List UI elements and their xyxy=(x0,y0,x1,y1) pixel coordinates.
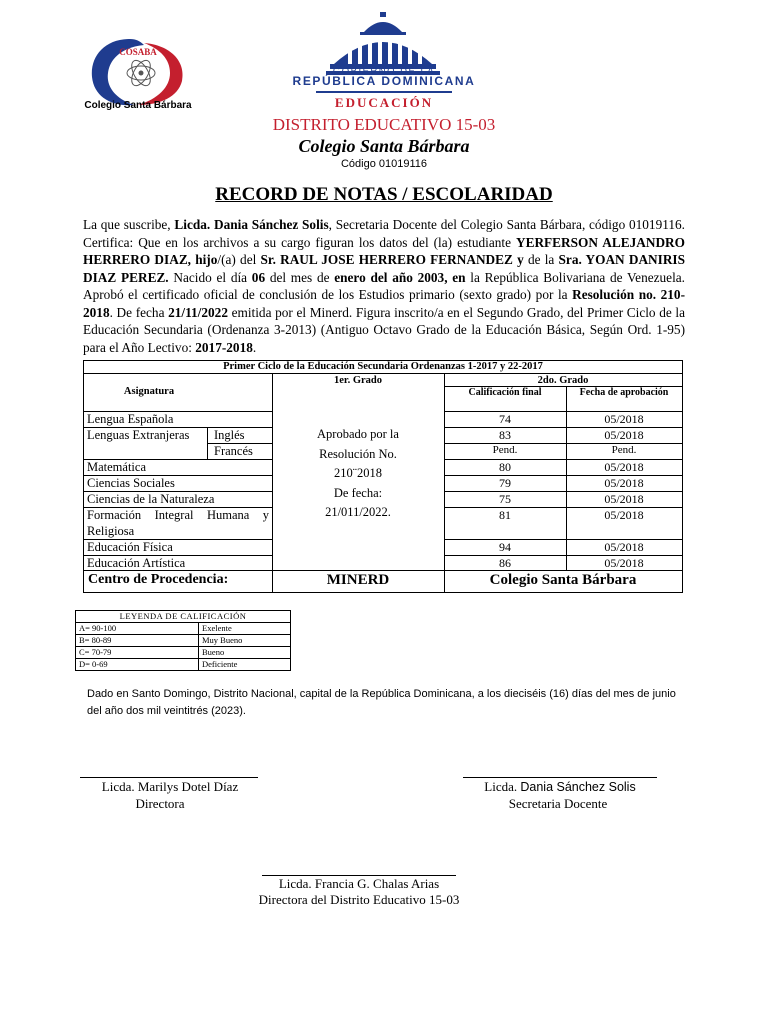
grade-cell: 86 xyxy=(499,556,511,570)
school-code: Código 01019116 xyxy=(340,158,428,170)
subject-cell: Educación Artística xyxy=(87,556,186,570)
table-rule xyxy=(207,427,208,459)
table-rule xyxy=(84,373,682,374)
legend-title: LEYENDA DE CALIFICACIÓN xyxy=(119,611,247,621)
district-director-title: Directora del Distrito Educativo 15-03 xyxy=(258,892,460,907)
legend-range: D= 0-69 xyxy=(79,659,108,669)
note-line: Aprobado por la xyxy=(317,427,399,441)
note-line: De fecha: xyxy=(333,485,383,500)
issue-statement: Dado en Santo Domingo, Distrito Nacional, capital de la República Dominicana, a los dieciséis (16) días del mes de junio del año dos mil veintitrés (2023). xyxy=(87,688,676,717)
subject-cell: Matemática xyxy=(87,460,146,474)
grade-2-header: 2do. Grado xyxy=(537,375,589,386)
grade-cell: 79 xyxy=(499,476,511,490)
date-cell: 05/2018 xyxy=(604,428,644,442)
document-title-text: RECORD DE NOTAS / ESCOLARIDAD xyxy=(215,184,553,205)
grade-cell: 83 xyxy=(499,428,511,442)
certification-paragraph xyxy=(83,216,685,356)
date-cell: 05/2018 xyxy=(604,556,644,570)
signer-name: Licda. Dania Sánchez Solis xyxy=(174,217,329,232)
note-line: Resolución No. xyxy=(319,446,397,461)
cert-text: la República Bolivariana de Venezuela. Aprobó el certificado oficial de conclusión de los Estudios primario (sexto grado) por la xyxy=(83,269,685,302)
grade-cell: 74 xyxy=(499,412,511,426)
resolution-date: 21/11/2022 xyxy=(168,304,228,320)
student-name: YERFERSON ALEJANDRO HERRERO DIAZ, hijo xyxy=(83,234,685,267)
subject-cell: Lenguas Extranjeras xyxy=(87,428,190,442)
legend-range: B= 80-89 xyxy=(79,635,112,645)
secretary-name xyxy=(440,779,680,795)
date-cell: 05/2018 xyxy=(604,412,644,426)
mother-name: Sra. YOAN DANIRIS DIAZ PEREZ. xyxy=(83,252,686,285)
cert-text: . xyxy=(252,339,257,355)
district-title: DISTRITO EDUCATIVO 15-03 xyxy=(272,115,496,134)
date-cell: 05/2018 xyxy=(604,492,644,506)
approval-date-header: Fecha de aprobación xyxy=(579,387,669,398)
school-logo-caption: Colegio Santa Bárbara xyxy=(84,100,192,111)
district-director-name: Licda. Francia G. Chalas Arias xyxy=(278,876,440,891)
table-title: Primer Ciclo de la Educación Secundaria Ordenanzas 1-2017 y 22-2017 xyxy=(223,361,543,372)
grade-cell: Pend. xyxy=(492,444,518,456)
cert-text: . De fecha xyxy=(109,304,169,320)
grade-cell: 75 xyxy=(499,492,511,506)
signature-line xyxy=(80,777,258,778)
education-label: EDUCACIÓN xyxy=(334,95,434,110)
final-grade-header: Calificación final xyxy=(468,387,542,398)
date-cell: Pend. xyxy=(611,444,637,456)
origin-label: Centro de Procedencia: xyxy=(88,572,229,587)
date-cell: 05/2018 xyxy=(604,508,644,522)
government-line-2: REPÚBLICA DOMINICANA xyxy=(292,74,476,88)
director-title: Directora xyxy=(135,796,185,811)
subject-cell: Ciencias de la Naturaleza xyxy=(87,492,215,506)
origin-grade-2: Colegio Santa Bárbara xyxy=(489,572,637,588)
cert-text: , Secretaria Docente del Colegio Santa Bárbara, código 01019116. Certifica: Que en los archivos a su cargo figuran los datos del (la) estudiante xyxy=(83,217,685,250)
legend-label: Bueno xyxy=(202,647,225,657)
sub-subject-cell: Francés xyxy=(214,444,253,458)
document-title xyxy=(150,184,618,206)
subject-cell: Ciencias Sociales xyxy=(87,476,175,490)
cert-text: /(a) del xyxy=(217,252,261,267)
cert-text: del mes de xyxy=(265,269,335,285)
legend-label: Muy Bueno xyxy=(202,635,243,645)
legend-label: Deficiente xyxy=(202,659,238,669)
resolution-note xyxy=(272,425,444,523)
origin-grade-1: MINERD xyxy=(326,572,390,588)
school-name: Colegio Santa Bárbara xyxy=(298,136,470,156)
government-divider xyxy=(316,91,452,93)
subject-cell: Lengua Española xyxy=(87,412,174,426)
grades-table xyxy=(83,360,683,593)
legend-range: A= 90-100 xyxy=(79,623,117,633)
grade-cell: 80 xyxy=(499,460,511,474)
subject-header: Asignatura xyxy=(123,386,175,397)
cert-text: de la xyxy=(523,252,559,267)
legend-range: C= 70-79 xyxy=(79,647,112,657)
grading-legend xyxy=(75,610,291,671)
note-line: 21/011/2022. xyxy=(325,505,391,519)
note-line: 210¨2018 xyxy=(334,466,382,480)
government-line-1: GOBIERNO DE LA xyxy=(332,66,436,77)
cert-text: Nacido el día xyxy=(168,269,252,285)
grade-1-header: 1er. Grado xyxy=(333,375,383,386)
director-name: Licda. Marilys Dotel Díaz xyxy=(101,779,239,794)
sub-subject-cell: Inglés xyxy=(214,428,245,442)
subject-cell: Educación Física xyxy=(87,540,173,554)
date-cell: 05/2018 xyxy=(604,460,644,474)
grade-cell: 81 xyxy=(499,508,511,522)
legend-label: Exelente xyxy=(202,623,232,633)
secretary-name-text: Dania Sánchez Solis xyxy=(520,780,636,794)
date-cell: 05/2018 xyxy=(604,540,644,554)
grade-cell: 94 xyxy=(499,540,511,554)
legend-rule xyxy=(198,622,199,670)
legend-rule xyxy=(76,658,290,659)
school-year: 2017-2018 xyxy=(195,339,253,355)
cert-text: La que suscribe, xyxy=(83,217,175,232)
cert-text: emitida por el Minerd. Figura inscrito/a en el Segundo Grado, del Primer Ciclo de la Educación Secundaria (Ordenanza 3-2013) (Antiguo Octavo Grado de la Educación Básica, Según Ord. 1-95) para el Año Lectivo: xyxy=(83,304,685,355)
secretary-title: Secretaria Docente xyxy=(508,796,608,811)
secretary-prefix: Licda. xyxy=(484,779,521,794)
father-name: Sr. RAUL JOSE HERRERO FERNANDEZ y xyxy=(260,252,524,267)
school-logo-text: COSABA xyxy=(119,47,157,57)
birth-day: 06 xyxy=(251,269,266,285)
resolution-number: Resolución no. 210-2018 xyxy=(83,287,685,320)
date-cell: 05/2018 xyxy=(604,476,644,490)
birth-month-year: enero del año 2003, en xyxy=(334,269,466,285)
subject-cell: Formación Integral Humana y Religiosa xyxy=(87,508,269,538)
signature-line xyxy=(463,777,657,778)
